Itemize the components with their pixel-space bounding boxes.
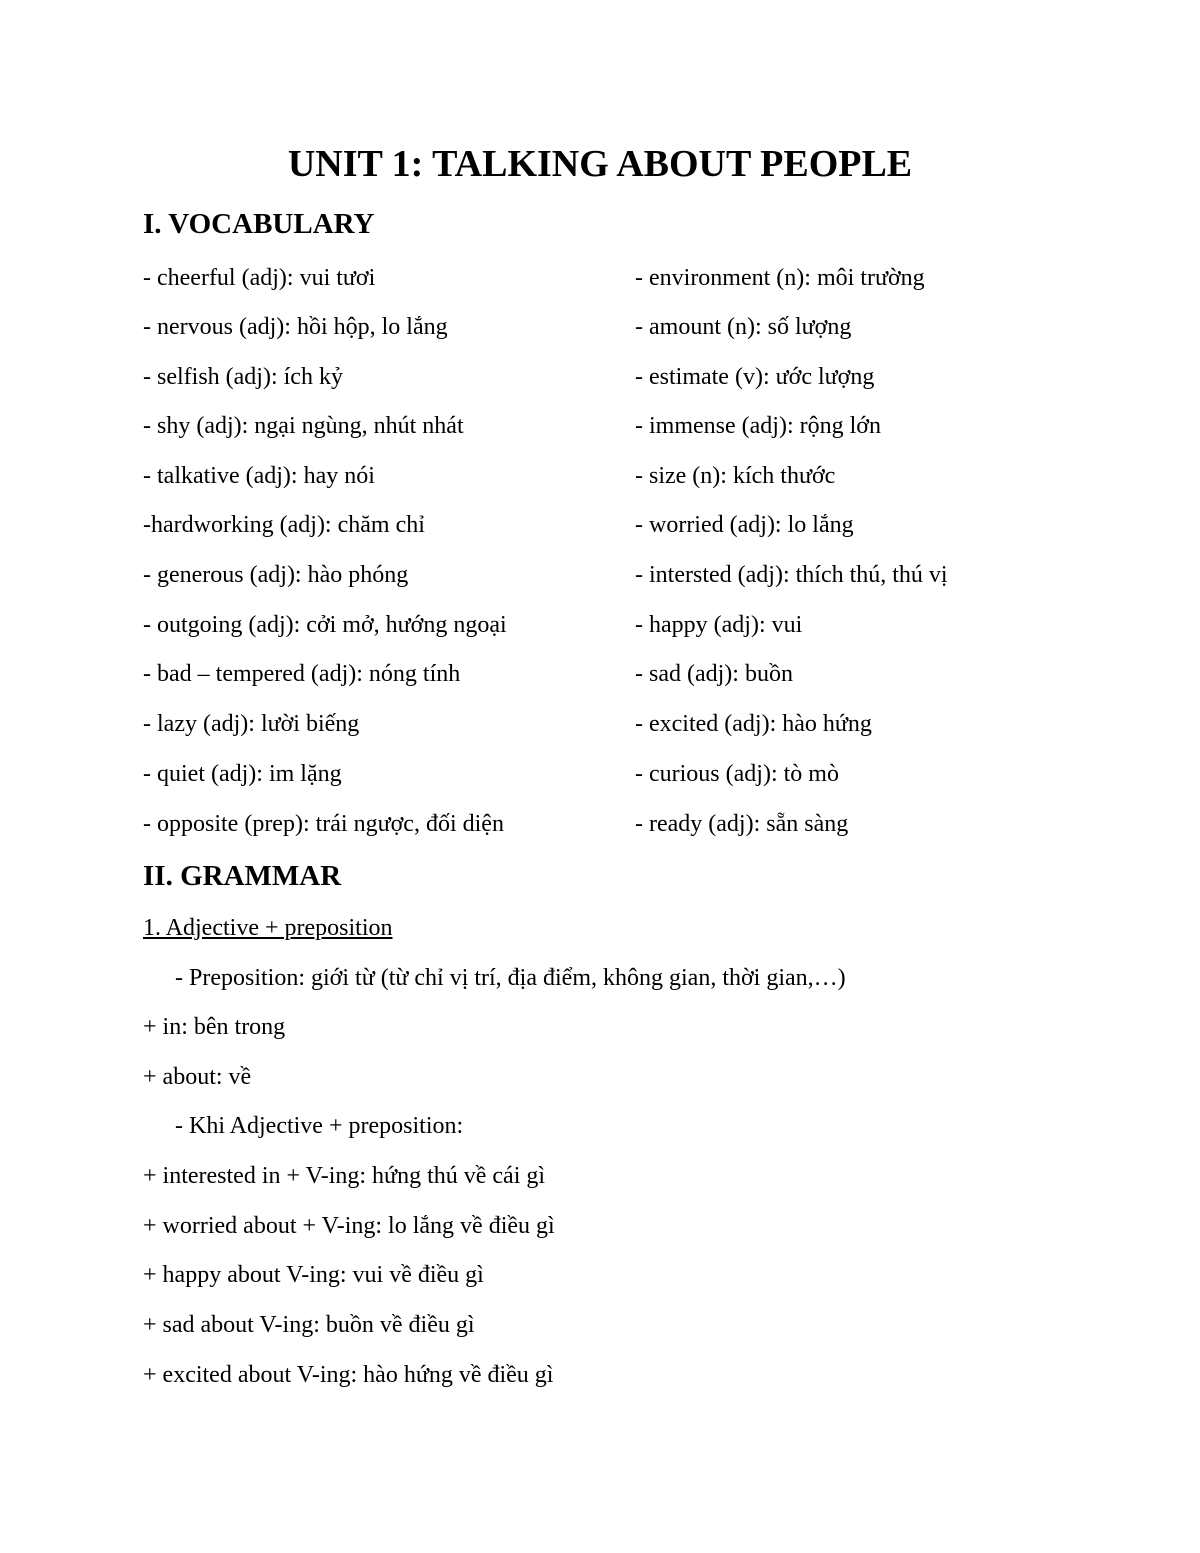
vocab-right-item: - happy (adj): vui [635,612,803,638]
grammar-line: + interested in + V-ing: hứng thú về cái gì [143,1163,546,1189]
grammar-line: - Preposition: giới từ (từ chỉ vị trí, địa điểm, không gian, thời gian,…) [175,965,846,991]
vocab-left-item: - selfish (adj): ích kỷ [143,364,343,390]
vocab-left-item: - bad – tempered (adj): nóng tính [143,661,461,687]
vocab-right-item: - environment (n): môi trường [635,265,925,291]
vocab-left-item: - talkative (adj): hay nói [143,463,375,489]
grammar-line: + sad about V-ing: buồn về điều gì [143,1312,475,1338]
vocab-right-item: - intersted (adj): thích thú, thú vị [635,562,948,588]
vocab-left-item: - quiet (adj): im lặng [143,761,342,787]
vocab-right-item: - curious (adj): tò mò [635,761,839,787]
vocab-left-item: -hardworking (adj): chăm chỉ [143,512,425,538]
vocab-right-item: - estimate (v): ước lượng [635,364,875,390]
vocab-left-item: - generous (adj): hào phóng [143,562,409,588]
vocab-right-item: - worried (adj): lo lắng [635,512,854,538]
vocab-right-item: - size (n): kích thước [635,463,836,489]
grammar-subheading: 1. Adjective + preposition [143,915,393,941]
vocab-left-item: - lazy (adj): lười biếng [143,711,360,737]
vocab-right-item: - immense (adj): rộng lớn [635,413,881,439]
grammar-line: + worried about + V-ing: lo lắng về điều gì [143,1213,555,1239]
vocab-right-item: - ready (adj): sẵn sàng [635,811,849,837]
grammar-line: + happy about V-ing: vui về điều gì [143,1262,484,1288]
grammar-line: + in: bên trong [143,1014,286,1040]
vocab-left-item: - shy (adj): ngại ngùng, nhút nhát [143,413,464,439]
vocab-right-item: - excited (adj): hào hứng [635,711,872,737]
grammar-heading: II. GRAMMAR [143,860,342,892]
vocab-left-item: - outgoing (adj): cởi mở, hướng ngoại [143,612,507,638]
grammar-line: - Khi Adjective + preposition: [175,1113,464,1139]
vocab-left-item: - nervous (adj): hồi hộp, lo lắng [143,314,448,340]
vocab-left-item: - opposite (prep): trái ngược, đối diện [143,811,504,837]
vocab-right-item: - amount (n): số lượng [635,314,852,340]
grammar-line: + excited about V-ing: hào hứng về điều gì [143,1362,554,1388]
vocab-left-item: - cheerful (adj): vui tươi [143,265,376,291]
vocab-right-item: - sad (adj): buồn [635,661,793,687]
grammar-line: + about: về [143,1064,252,1090]
page-title: UNIT 1: TALKING ABOUT PEOPLE [287,143,913,185]
vocabulary-heading: I. VOCABULARY [143,208,375,240]
